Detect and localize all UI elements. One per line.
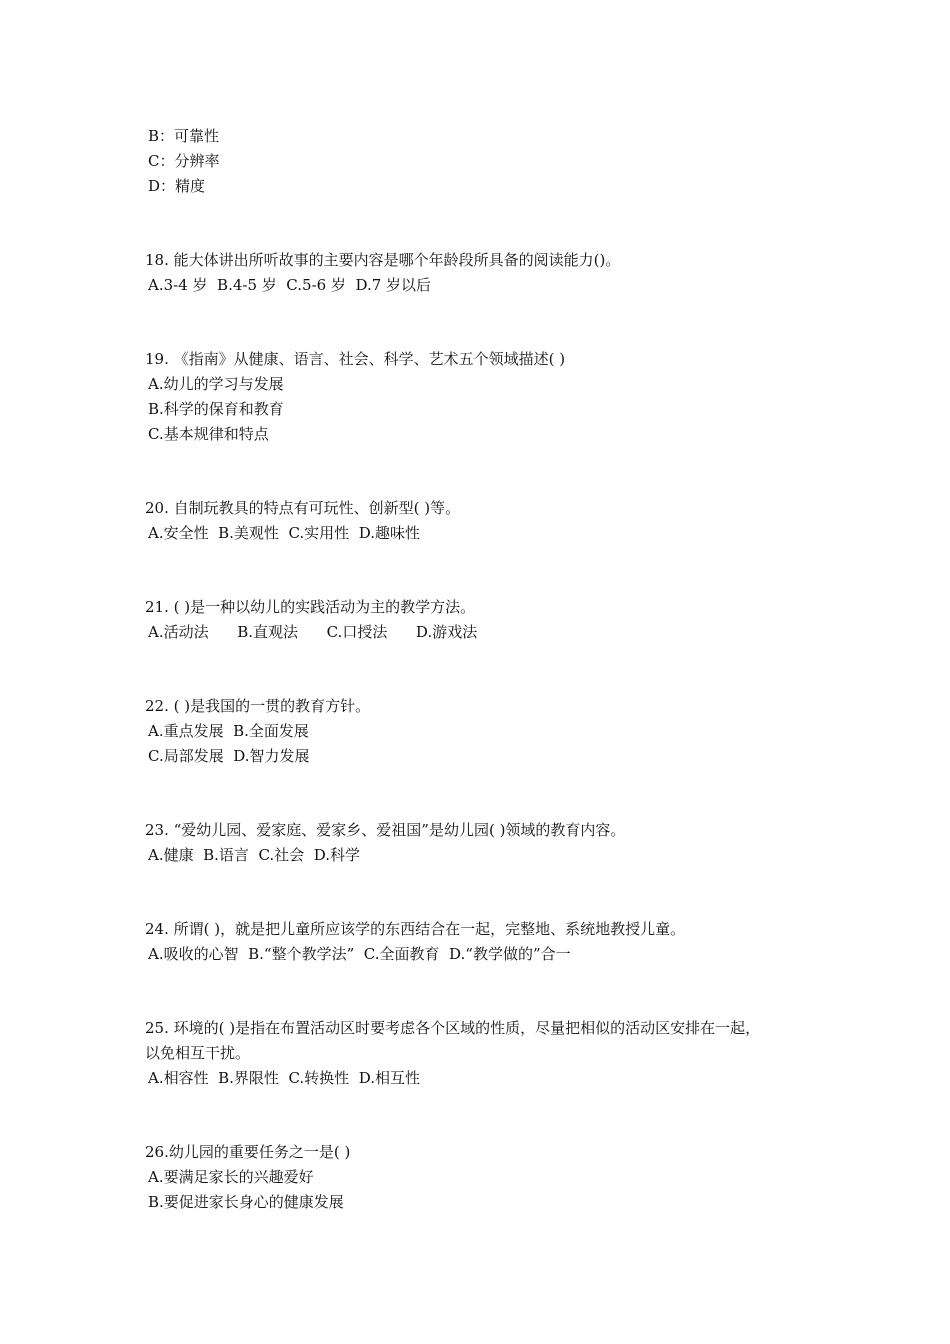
option-line: A.相容性 B.界限性 C.转换性 D.相互性 [148, 1069, 420, 1087]
spacer [145, 1091, 825, 1140]
spacer [145, 645, 825, 694]
spacer [145, 546, 825, 595]
spacer [145, 769, 825, 818]
spacer [145, 298, 825, 347]
option-line: A.幼儿的学习与发展 [148, 375, 284, 393]
option-line: B：可靠性 [148, 127, 220, 145]
spacer [145, 967, 825, 1016]
spacer [145, 868, 825, 917]
document-content [145, 124, 825, 1215]
option-line: A.安全性 B.美观性 C.实用性 D.趣味性 [148, 524, 420, 542]
spacer [145, 447, 825, 496]
option-line: A.3-4 岁 B.4-5 岁 C.5-6 岁 D.7 岁以后 [148, 276, 432, 294]
option-line: A.要满足家长的兴趣爱好 [148, 1168, 314, 1186]
question-stem: 18. 能大体讲出所听故事的主要内容是哪个年龄段所具备的阅读能力()。 [145, 251, 621, 269]
question-stem: 20. 自制玩教具的特点有可玩性、创新型( )等。 [145, 499, 461, 517]
option-line: B.科学的保育和教育 [148, 400, 284, 418]
option-line: B.要促进家长身心的健康发展 [148, 1193, 344, 1211]
option-line: A.重点发展 B.全面发展 [148, 722, 309, 740]
question-stem: 24. 所谓( )，就是把儿童所应该学的东西结合在一起，完整地、系统地教授儿童。 [145, 920, 686, 938]
question-stem: 22. ( )是我国的一贯的教育方针。 [145, 697, 371, 715]
question-stem: 26.幼儿园的重要任务之一是( ) [145, 1143, 351, 1161]
option-line: A.健康 B.语言 C.社会 D.科学 [148, 846, 360, 864]
question-stem: 21. ( )是一种以幼儿的实践活动为主的教学方法。 [145, 598, 476, 616]
option-line: D：精度 [148, 177, 206, 195]
question-stem: 25. 环境的( )是指在布置活动区时要考虑各个区域的性质，尽量把相似的活动区安排在一起， [145, 1019, 761, 1037]
option-line: C.局部发展 D.智力发展 [148, 747, 310, 765]
option-line: A.吸收的心智 B.“整个教学法” C.全面教育 D.“教学做的”合一 [148, 945, 571, 963]
question-stem-continuation: 以免相互干扰。 [145, 1044, 251, 1062]
spacer [145, 199, 825, 248]
option-line: C.基本规律和特点 [148, 425, 269, 443]
question-stem: 19. 《指南》从健康、语言、社会、科学、艺术五个领域描述( ) [145, 350, 566, 368]
option-line: C：分辨率 [148, 152, 220, 170]
question-stem: 23. “爱幼儿园、爱家庭、爱家乡、爱祖国”是幼儿园( )领域的教育内容。 [145, 821, 626, 839]
option-line: A.活动法 B.直观法 C.口授法 D.游戏法 [148, 623, 478, 641]
